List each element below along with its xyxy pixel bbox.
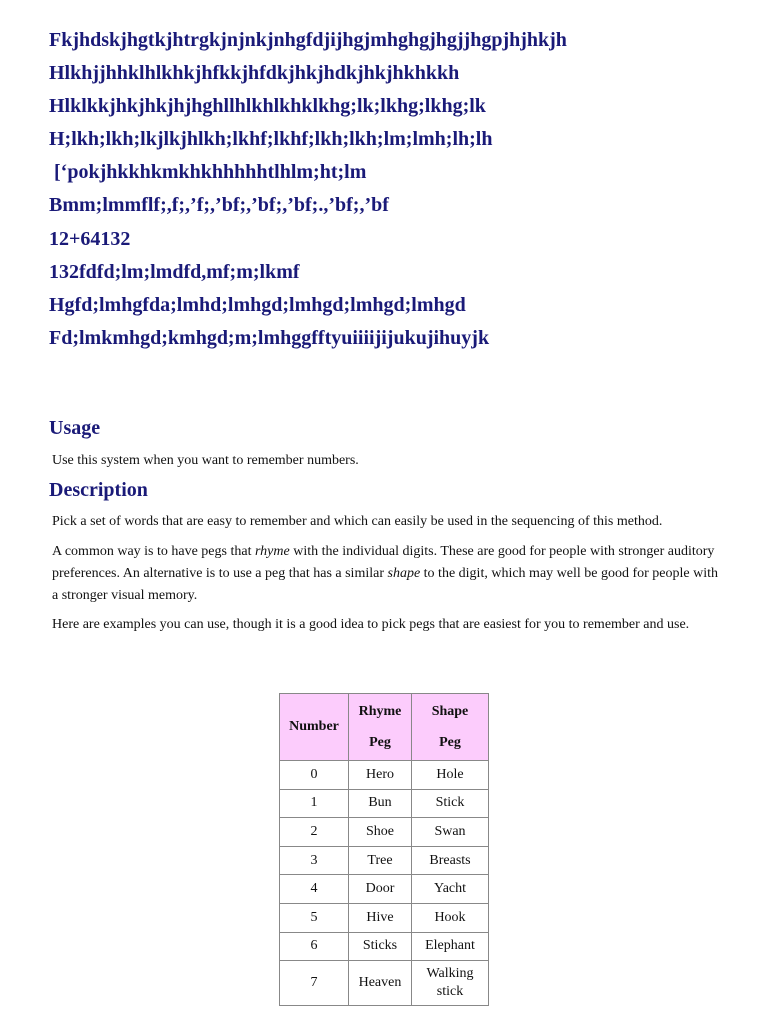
cell-number: 7 [280,961,349,1006]
cell-shape: Elephant [412,932,489,961]
cell-shape: Swan [412,818,489,847]
cell-rhyme: Shoe [349,818,412,847]
cell-rhyme: Sticks [349,932,412,961]
cell-rhyme: Hive [349,903,412,932]
rhyme-emphasis: rhyme [254,544,290,559]
gibberish-line: Fkjhdskjhgtkjhtrgkjnjnkjnhgfdjijhgjmhghgjhgjjhgpjhjhkjh [49,29,567,51]
table-row [280,932,489,961]
gibberish-line: Fd;lmkmhgd;kmhgd;m;lmhggfftyuiiiijijukujihuyjk [49,326,490,349]
description-paragraph-1: Pick a set of words that are easy to remember and which can easily be used in the sequencing of this method. [52,514,663,529]
cell-shape: Stick [412,789,489,818]
description-paragraph-3: Here are examples you can use, though it is a good idea to pick pegs that are easiest for you to remember and use. [52,617,690,632]
gibberish-text-block [49,24,567,355]
gibberish-line: Hlkhjjhhklhlkhkjhfkkjhfdkjhkjhdkjhkjhkhkkh [49,62,460,85]
table-row [280,761,489,790]
cell-number: 4 [280,875,349,904]
table-row [280,903,489,932]
cell-number: 3 [280,846,349,875]
gibberish-line: H;lkh;lkh;lkjlkjhlkh;lkhf;lkhf;lkh;lkh;lm;lmh;lh;lh [49,128,493,151]
header-rhyme-peg: Rhyme Peg [349,694,412,761]
table-row [280,961,489,1006]
cell-number: 0 [280,761,349,790]
gibberish-line: [‘pokjhkkhkmkhkhhhhhtlhlm;ht;lm [49,161,367,184]
cell-rhyme: Hero [349,761,412,790]
table-row [280,875,489,904]
cell-number: 5 [280,903,349,932]
usage-text: Use this system when you want to remember numbers. [52,453,359,468]
gibberish-line: Hgfd;lmhgfda;lmhd;lmhgd;lmhgd;lmhgd;lmhgd [49,293,466,316]
shape-emphasis: shape [387,566,421,581]
peg-table [279,693,489,1006]
usage-heading: Usage [49,417,101,439]
cell-number: 2 [280,818,349,847]
table-header-row [280,694,489,761]
cell-rhyme: Bun [349,789,412,818]
description-heading: Description [49,479,148,501]
header-shape-peg: Shape Peg [412,694,489,761]
cell-shape: Breasts [412,846,489,875]
cell-rhyme: Heaven [349,961,412,1006]
gibberish-line: 132fdfd;lm;lmdfd,mf;m;lkmf [49,260,300,283]
cell-shape: Hook [412,903,489,932]
cell-number: 1 [280,789,349,818]
cell-rhyme: Tree [349,846,412,875]
table-row [280,818,489,847]
cell-shape: Yacht [412,875,489,904]
description-paragraph-2: A common way is to have pegs that rhyme with the individual digits. These are good for people with stronger auditory preferences. An alternative is to use a peg that has a similar shape to the digit, which may well be good for people with a stronger visual memory. [52,544,718,603]
header-number: Number [280,694,349,761]
gibberish-line: Bmm;lmmflf;,f;,’f;,’bf;,’bf;,’bf;.,’bf;,’bf [49,194,389,217]
cell-shape: Hole [412,761,489,790]
cell-rhyme: Door [349,875,412,904]
cell-shape: Walking stick [412,961,489,1006]
table-row [280,846,489,875]
table-row [280,789,489,818]
cell-number: 6 [280,932,349,961]
gibberish-line: Hlklkkjhkjhkjhjhghllhlkhlkhklkhg;lk;lkhg;lkhg;lk [49,95,486,118]
gibberish-line: 12+64132 [49,227,131,250]
